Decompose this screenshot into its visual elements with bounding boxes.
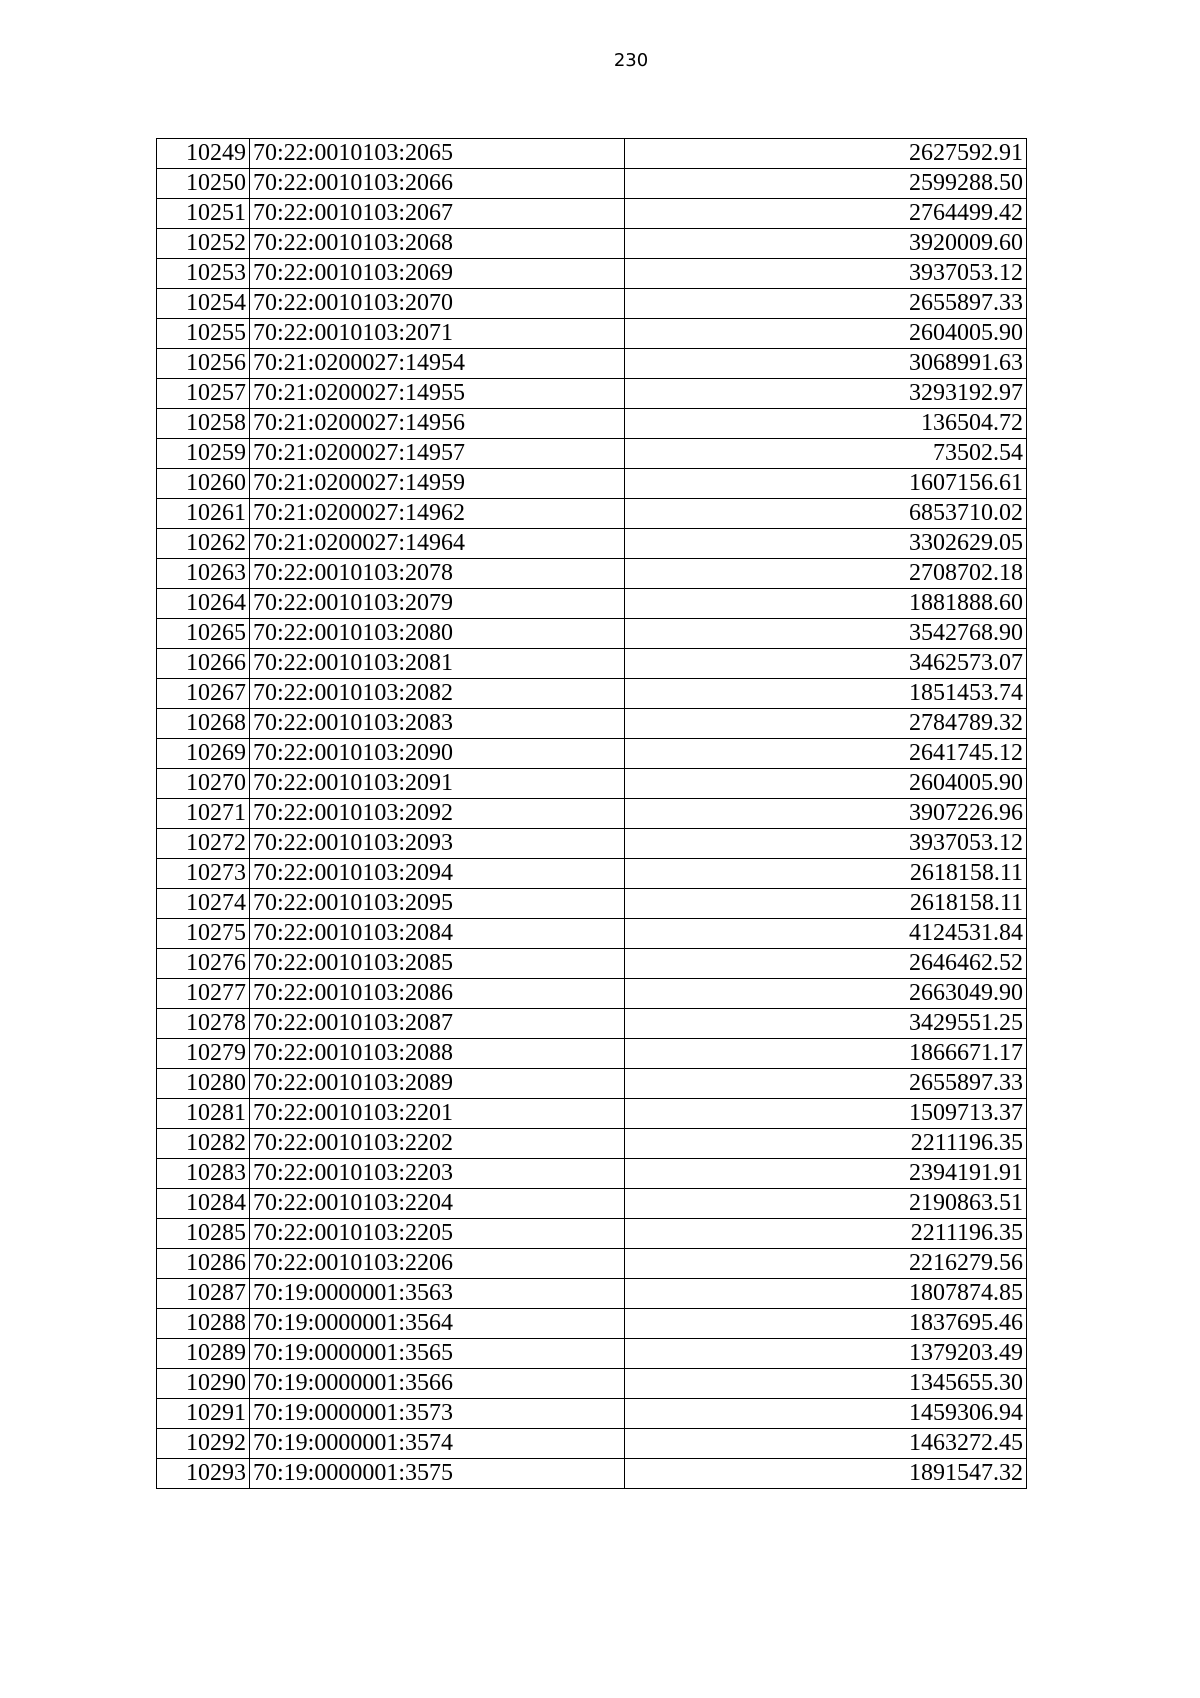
- cadastral-number-cell: 70:22:0010103:2085: [250, 949, 625, 979]
- row-number-cell: 10273: [157, 859, 250, 889]
- row-number-cell: 10285: [157, 1219, 250, 1249]
- table-row: [157, 679, 1027, 709]
- table-row: [157, 529, 1027, 559]
- table-row: [157, 1159, 1027, 1189]
- value-cell: 3462573.07: [625, 649, 1027, 679]
- row-number-cell: 10258: [157, 409, 250, 439]
- cadastral-value-table: [156, 138, 1027, 1489]
- cadastral-number-cell: 70:22:0010103:2087: [250, 1009, 625, 1039]
- value-cell: 2641745.12: [625, 739, 1027, 769]
- value-cell: 1509713.37: [625, 1099, 1027, 1129]
- cadastral-number-cell: 70:19:0000001:3573: [250, 1399, 625, 1429]
- table-body: [157, 139, 1027, 1489]
- cadastral-number-cell: 70:22:0010103:2203: [250, 1159, 625, 1189]
- table-row: [157, 1069, 1027, 1099]
- table-row: [157, 1099, 1027, 1129]
- cadastral-number-cell: 70:22:0010103:2070: [250, 289, 625, 319]
- value-cell: 1607156.61: [625, 469, 1027, 499]
- table-row: [157, 919, 1027, 949]
- value-cell: 2211196.35: [625, 1129, 1027, 1159]
- value-cell: 3068991.63: [625, 349, 1027, 379]
- value-cell: 2655897.33: [625, 1069, 1027, 1099]
- row-number-cell: 10287: [157, 1279, 250, 1309]
- table-row: [157, 949, 1027, 979]
- cadastral-number-cell: 70:21:0200027:14956: [250, 409, 625, 439]
- row-number-cell: 10274: [157, 889, 250, 919]
- table-row: [157, 409, 1027, 439]
- value-cell: 4124531.84: [625, 919, 1027, 949]
- row-number-cell: 10276: [157, 949, 250, 979]
- table-row: [157, 169, 1027, 199]
- value-cell: 1881888.60: [625, 589, 1027, 619]
- table-row: [157, 859, 1027, 889]
- table-row: [157, 379, 1027, 409]
- value-cell: 2604005.90: [625, 769, 1027, 799]
- table-row: [157, 469, 1027, 499]
- cadastral-number-cell: 70:21:0200027:14962: [250, 499, 625, 529]
- row-number-cell: 10249: [157, 139, 250, 169]
- table-row: [157, 1399, 1027, 1429]
- cadastral-number-cell: 70:22:0010103:2065: [250, 139, 625, 169]
- table-row: [157, 1369, 1027, 1399]
- row-number-cell: 10289: [157, 1339, 250, 1369]
- table-row: [157, 889, 1027, 919]
- row-number-cell: 10293: [157, 1459, 250, 1489]
- row-number-cell: 10254: [157, 289, 250, 319]
- table-row: [157, 1459, 1027, 1489]
- value-cell: 1891547.32: [625, 1459, 1027, 1489]
- cadastral-number-cell: 70:22:0010103:2081: [250, 649, 625, 679]
- cadastral-number-cell: 70:22:0010103:2093: [250, 829, 625, 859]
- row-number-cell: 10278: [157, 1009, 250, 1039]
- table-row: [157, 259, 1027, 289]
- cadastral-number-cell: 70:21:0200027:14959: [250, 469, 625, 499]
- table-row: [157, 1339, 1027, 1369]
- value-cell: 3907226.96: [625, 799, 1027, 829]
- cadastral-number-cell: 70:22:0010103:2080: [250, 619, 625, 649]
- cadastral-number-cell: 70:21:0200027:14954: [250, 349, 625, 379]
- value-cell: 3429551.25: [625, 1009, 1027, 1039]
- row-number-cell: 10261: [157, 499, 250, 529]
- row-number-cell: 10280: [157, 1069, 250, 1099]
- cadastral-number-cell: 70:19:0000001:3574: [250, 1429, 625, 1459]
- value-cell: 73502.54: [625, 439, 1027, 469]
- table-row: [157, 739, 1027, 769]
- value-cell: 3542768.90: [625, 619, 1027, 649]
- table-row: [157, 1219, 1027, 1249]
- cadastral-number-cell: 70:19:0000001:3566: [250, 1369, 625, 1399]
- value-cell: 2708702.18: [625, 559, 1027, 589]
- cadastral-number-cell: 70:22:0010103:2069: [250, 259, 625, 289]
- value-cell: 2663049.90: [625, 979, 1027, 1009]
- table-row: [157, 1129, 1027, 1159]
- table-row: [157, 349, 1027, 379]
- cadastral-number-cell: 70:21:0200027:14957: [250, 439, 625, 469]
- row-number-cell: 10263: [157, 559, 250, 589]
- cadastral-number-cell: 70:22:0010103:2204: [250, 1189, 625, 1219]
- table-row: [157, 289, 1027, 319]
- cadastral-number-cell: 70:22:0010103:2082: [250, 679, 625, 709]
- table-row: [157, 1189, 1027, 1219]
- value-cell: 3302629.05: [625, 529, 1027, 559]
- row-number-cell: 10283: [157, 1159, 250, 1189]
- row-number-cell: 10284: [157, 1189, 250, 1219]
- value-cell: 1463272.45: [625, 1429, 1027, 1459]
- table-row: [157, 979, 1027, 1009]
- table-row: [157, 139, 1027, 169]
- value-cell: 1866671.17: [625, 1039, 1027, 1069]
- table-row: [157, 229, 1027, 259]
- row-number-cell: 10255: [157, 319, 250, 349]
- row-number-cell: 10282: [157, 1129, 250, 1159]
- value-cell: 2394191.91: [625, 1159, 1027, 1189]
- value-cell: 3920009.60: [625, 229, 1027, 259]
- value-cell: 1851453.74: [625, 679, 1027, 709]
- row-number-cell: 10262: [157, 529, 250, 559]
- row-number-cell: 10252: [157, 229, 250, 259]
- table-row: [157, 769, 1027, 799]
- value-cell: 2604005.90: [625, 319, 1027, 349]
- row-number-cell: 10279: [157, 1039, 250, 1069]
- cadastral-number-cell: 70:22:0010103:2090: [250, 739, 625, 769]
- cadastral-number-cell: 70:22:0010103:2068: [250, 229, 625, 259]
- row-number-cell: 10286: [157, 1249, 250, 1279]
- row-number-cell: 10272: [157, 829, 250, 859]
- value-cell: 6853710.02: [625, 499, 1027, 529]
- cadastral-number-cell: 70:22:0010103:2067: [250, 199, 625, 229]
- row-number-cell: 10291: [157, 1399, 250, 1429]
- cadastral-number-cell: 70:22:0010103:2094: [250, 859, 625, 889]
- row-number-cell: 10268: [157, 709, 250, 739]
- row-number-cell: 10267: [157, 679, 250, 709]
- cadastral-number-cell: 70:22:0010103:2089: [250, 1069, 625, 1099]
- row-number-cell: 10260: [157, 469, 250, 499]
- row-number-cell: 10257: [157, 379, 250, 409]
- table-row: [157, 199, 1027, 229]
- cadastral-number-cell: 70:22:0010103:2205: [250, 1219, 625, 1249]
- value-cell: 3937053.12: [625, 829, 1027, 859]
- row-number-cell: 10250: [157, 169, 250, 199]
- row-number-cell: 10290: [157, 1369, 250, 1399]
- table-row: [157, 439, 1027, 469]
- table-row: [157, 1279, 1027, 1309]
- row-number-cell: 10264: [157, 589, 250, 619]
- row-number-cell: 10275: [157, 919, 250, 949]
- row-number-cell: 10270: [157, 769, 250, 799]
- row-number-cell: 10277: [157, 979, 250, 1009]
- cadastral-number-cell: 70:22:0010103:2078: [250, 559, 625, 589]
- cadastral-number-cell: 70:22:0010103:2066: [250, 169, 625, 199]
- cadastral-number-cell: 70:19:0000001:3563: [250, 1279, 625, 1309]
- value-cell: 2646462.52: [625, 949, 1027, 979]
- cadastral-number-cell: 70:22:0010103:2206: [250, 1249, 625, 1279]
- row-number-cell: 10266: [157, 649, 250, 679]
- row-number-cell: 10281: [157, 1099, 250, 1129]
- cadastral-number-cell: 70:22:0010103:2083: [250, 709, 625, 739]
- cadastral-number-cell: 70:19:0000001:3575: [250, 1459, 625, 1489]
- cadastral-number-cell: 70:22:0010103:2095: [250, 889, 625, 919]
- cadastral-number-cell: 70:22:0010103:2092: [250, 799, 625, 829]
- table-row: [157, 1309, 1027, 1339]
- cadastral-number-cell: 70:22:0010103:2071: [250, 319, 625, 349]
- value-cell: 2190863.51: [625, 1189, 1027, 1219]
- row-number-cell: 10292: [157, 1429, 250, 1459]
- value-cell: 1459306.94: [625, 1399, 1027, 1429]
- cadastral-number-cell: 70:21:0200027:14955: [250, 379, 625, 409]
- cadastral-number-cell: 70:21:0200027:14964: [250, 529, 625, 559]
- table-row: [157, 499, 1027, 529]
- cadastral-number-cell: 70:22:0010103:2084: [250, 919, 625, 949]
- value-cell: 2618158.11: [625, 889, 1027, 919]
- value-cell: 2599288.50: [625, 169, 1027, 199]
- value-cell: 2655897.33: [625, 289, 1027, 319]
- table-row: [157, 619, 1027, 649]
- cadastral-number-cell: 70:22:0010103:2201: [250, 1099, 625, 1129]
- value-cell: 2618158.11: [625, 859, 1027, 889]
- value-cell: 2784789.32: [625, 709, 1027, 739]
- value-cell: 1345655.30: [625, 1369, 1027, 1399]
- cadastral-number-cell: 70:19:0000001:3565: [250, 1339, 625, 1369]
- value-cell: 2216279.56: [625, 1249, 1027, 1279]
- table-row: [157, 649, 1027, 679]
- value-cell: 3293192.97: [625, 379, 1027, 409]
- table-row: [157, 709, 1027, 739]
- table-row: [157, 319, 1027, 349]
- row-number-cell: 10269: [157, 739, 250, 769]
- table-row: [157, 1039, 1027, 1069]
- table-row: [157, 799, 1027, 829]
- value-cell: 3937053.12: [625, 259, 1027, 289]
- table-row: [157, 829, 1027, 859]
- value-cell: 2764499.42: [625, 199, 1027, 229]
- row-number-cell: 10265: [157, 619, 250, 649]
- row-number-cell: 10288: [157, 1309, 250, 1339]
- row-number-cell: 10253: [157, 259, 250, 289]
- row-number-cell: 10271: [157, 799, 250, 829]
- value-cell: 2211196.35: [625, 1219, 1027, 1249]
- cadastral-number-cell: 70:22:0010103:2079: [250, 589, 625, 619]
- value-cell: 136504.72: [625, 409, 1027, 439]
- table-row: [157, 589, 1027, 619]
- page-number: 230: [613, 50, 649, 71]
- table-row: [157, 1249, 1027, 1279]
- cadastral-number-cell: 70:19:0000001:3564: [250, 1309, 625, 1339]
- cadastral-number-cell: 70:22:0010103:2202: [250, 1129, 625, 1159]
- cadastral-number-cell: 70:22:0010103:2091: [250, 769, 625, 799]
- value-cell: 2627592.91: [625, 139, 1027, 169]
- value-cell: 1379203.49: [625, 1339, 1027, 1369]
- cadastral-number-cell: 70:22:0010103:2088: [250, 1039, 625, 1069]
- table-row: [157, 1429, 1027, 1459]
- cadastral-number-cell: 70:22:0010103:2086: [250, 979, 625, 1009]
- value-cell: 1837695.46: [625, 1309, 1027, 1339]
- table-row: [157, 1009, 1027, 1039]
- value-cell: 1807874.85: [625, 1279, 1027, 1309]
- row-number-cell: 10259: [157, 439, 250, 469]
- table-row: [157, 559, 1027, 589]
- row-number-cell: 10256: [157, 349, 250, 379]
- row-number-cell: 10251: [157, 199, 250, 229]
